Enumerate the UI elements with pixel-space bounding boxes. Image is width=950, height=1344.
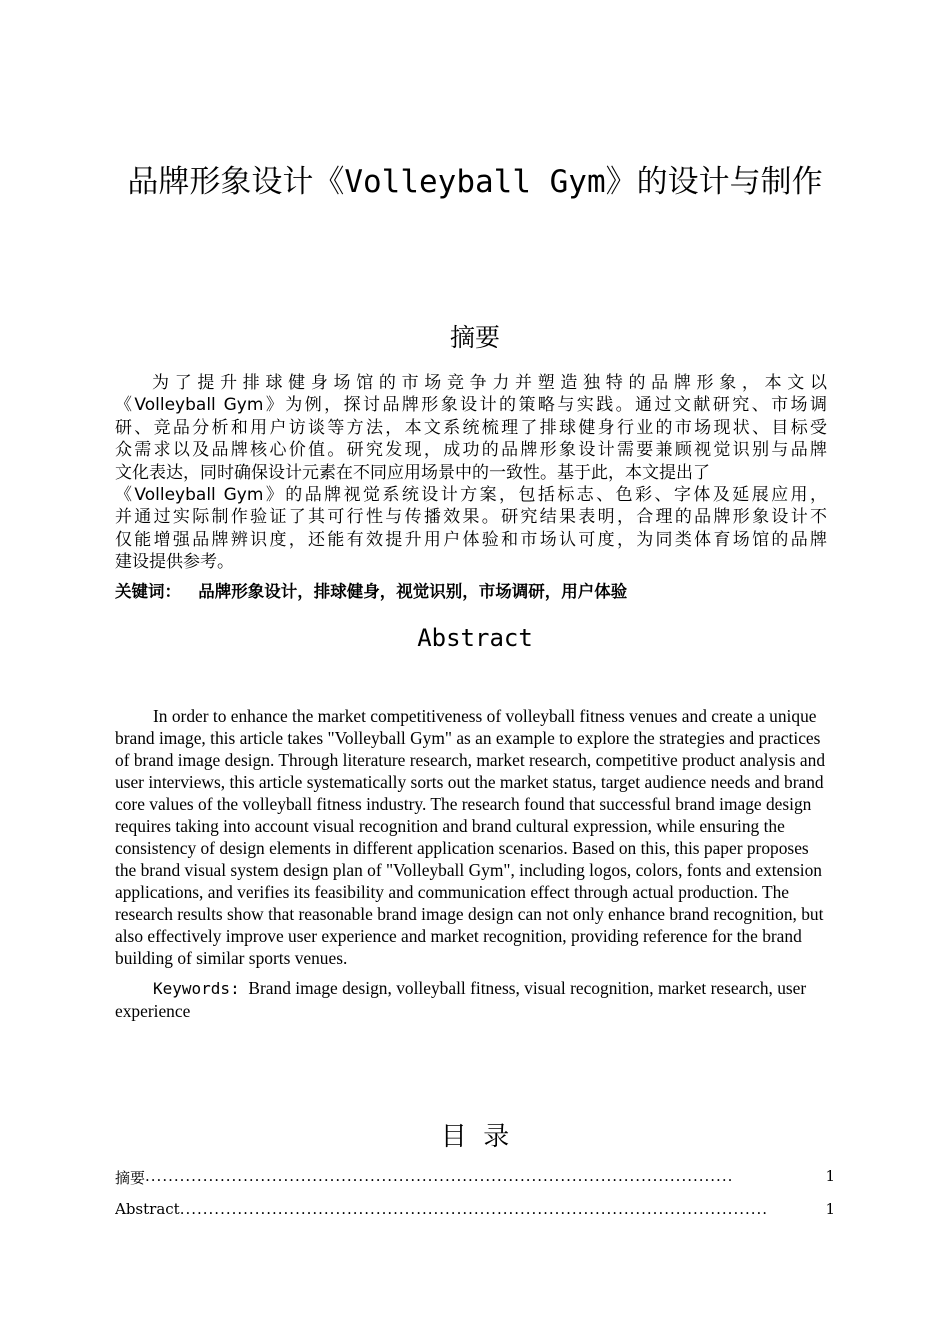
abstract-zh-line: 《Volleyball Gym》为例，探讨品牌形象设计的策略与实践。通过文献研究、市场调 (115, 395, 827, 416)
abstract-en-heading: Abstract (417, 624, 533, 652)
toc-entry-page: 1 (825, 1200, 835, 1218)
abstract-zh-line: 文化表达，同时确保设计元素在不同应用场景中的一致性。基于此，本文提出了 (115, 462, 710, 483)
keywords-en (115, 977, 829, 1022)
keywords-en-label: Keywords: (153, 979, 240, 998)
abstract-zh-line: 《Volleyball Gym》的品牌视觉系统设计方案，包括标志、色彩、字体及延展应用， (115, 484, 827, 505)
abstract-zh-line: 为了提升排球健身场馆的市场竞争力并塑造独特的品牌形象，本文以 (152, 373, 827, 393)
abstract-zh-heading: 摘要 (449, 323, 500, 352)
document-title: 品牌形象设计《Volleyball Gym》的设计与制作 (127, 164, 823, 200)
abstract-zh-line: 建设提供参考。 (115, 552, 234, 573)
toc-entry-label: Abstract (115, 1200, 180, 1218)
abstract-zh-body (115, 372, 827, 574)
abstract-zh-line: 研、竞品分析和用户访谈等方法，本文系统梳理了排球健身行业的市场现状、目标受 (115, 417, 827, 438)
keywords-zh-label: 关键词： (115, 582, 181, 601)
abstract-en-body (115, 705, 829, 1022)
abstract-zh-line: 仅能增强品牌辨识度，还能有效提升用户体验和市场认可度，为同类体育场馆的品牌 (115, 529, 827, 550)
toc-entry[interactable] (115, 1200, 835, 1218)
toc-leader-dots: ...................................................................................................... (179, 1200, 769, 1218)
toc-entry-page: 1 (825, 1167, 835, 1185)
keywords-zh (115, 578, 627, 602)
toc-entry-label: 摘要 (115, 1169, 146, 1187)
abstract-en-paragraph: In order to enhance the market competitiveness of volleyball fitness venues and create a unique brand image, this article takes "Volleyball Gym" as an example to explore the strategies and practices of brand image design. Through literature research, market research, competitive product analysis and user interviews, this article systematically sorts out the market status, target audience needs and brand core values of the volleyball fitness industry. The research found that successful brand image design requires taking into account visual recognition and brand cultural expression, while ensuring the consistency of design elements in different application scenarios. Based on this, this paper proposes the brand visual system design plan of "Volleyball Gym", including logos, colors, fonts and extension applications, and verifies its feasibility and communication effect through actual production. The research results show that reasonable brand image design can not only enhance brand recognition, but also effectively improve user experience and market recognition, providing reference for the brand building of similar sports venues. (115, 706, 826, 968)
toc-heading: 目 录 (440, 1122, 510, 1152)
abstract-zh-line: 并通过实际制作验证了其可行性与传播效果。研究结果表明，合理的品牌形象设计不 (115, 507, 827, 528)
abstract-zh-line: 众需求以及品牌核心价值。研究发现，成功的品牌形象设计需要兼顾视觉识别与品牌 (115, 440, 827, 461)
keywords-zh-text: 品牌形象设计，排球健身，视觉识别，市场调研，用户体验 (198, 582, 628, 601)
toc-leader-dots: ...................................................................................................... (145, 1167, 734, 1185)
toc-entry[interactable] (115, 1167, 835, 1188)
keywords-en-text: Brand image design, volleyball fitness, visual recognition, market research, user experience (115, 978, 807, 1021)
